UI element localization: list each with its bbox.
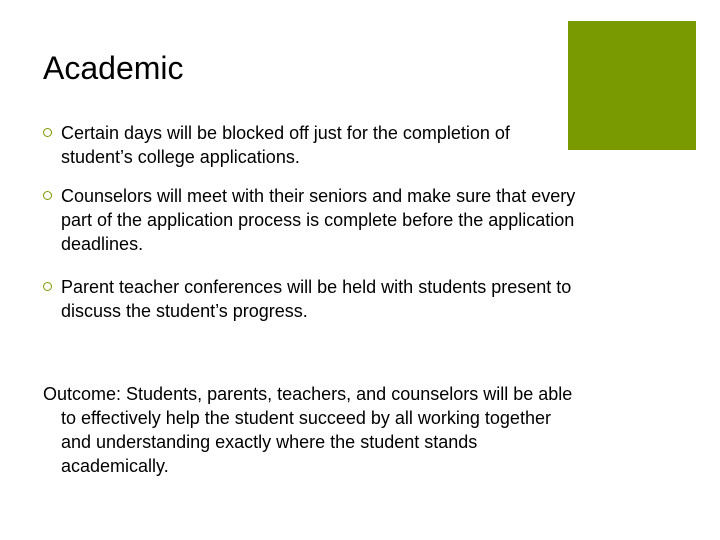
circle-bullet-icon <box>43 128 52 137</box>
circle-bullet-icon <box>43 282 52 291</box>
bullet-text: Counselors will meet with their seniors and make sure that every part of the application process is complete before the application deadlines. <box>61 186 576 254</box>
circle-bullet-icon <box>43 191 52 200</box>
bullet-text: Certain days will be blocked off just for the completion of student’s college applications. <box>61 123 510 167</box>
outcome-paragraph: Outcome: Students, parents, teachers, and counselors will be able to effectively help the student succeed by all working together and understanding exactly where the student stands academically. <box>43 384 573 476</box>
bullet-item <box>43 275 583 323</box>
bullet-text: Parent teacher conferences will be held with students present to discuss the student’s progress. <box>61 277 572 321</box>
accent-block <box>567 20 697 151</box>
slide-title: Academic <box>43 50 184 86</box>
bullet-item <box>43 121 583 169</box>
bullet-item <box>43 184 583 256</box>
